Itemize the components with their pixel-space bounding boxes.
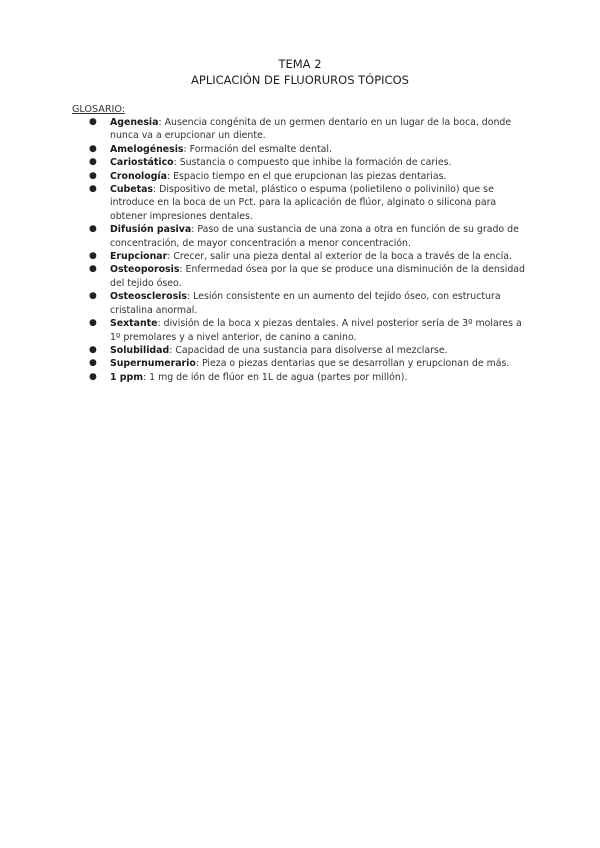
glossary-definition: : Crecer, salir una pieza dental al exterior de la boca a través de la encía. (167, 251, 512, 263)
glossary-item (72, 143, 532, 156)
glossary-section (72, 103, 532, 384)
bullet-icon: ● (89, 251, 97, 262)
glossary-term: Agenesia (110, 117, 159, 128)
glossary-term: Erupcionar (110, 251, 168, 263)
bullet-icon: ● (89, 117, 97, 127)
glossary-term: Supernumerario (110, 358, 196, 370)
glossary-term: Sextante (110, 318, 158, 330)
bullet-icon: ● (89, 170, 97, 181)
glossary-term: 1 ppm (110, 371, 143, 383)
glossary-definition: : Ausencia congénita de un germen dentario en un lugar de la boca, donde nunca va a erupcionar un diente. (110, 117, 512, 142)
bullet-icon: ● (89, 224, 97, 235)
glossary-item (72, 357, 532, 370)
glossary-term: Solubilidad (110, 344, 170, 356)
bullet-icon: ● (89, 157, 97, 168)
glossary-definition: : 1 mg de ión de flúor en 1L de agua (partes por millón). (142, 371, 408, 383)
glossary-definition: : Enfermedad ósea por la que se produce una disminución de la densidad del tejido óseo. (110, 264, 525, 289)
glossary-definition: : Lesión consistente en un aumento del tejido óseo, con estructura cristalina anormal. (110, 291, 501, 316)
glossary-definition: : Espacio tiempo en el que erupcionan las piezas dentarias. (166, 170, 447, 182)
glossary-term: Cariostático (110, 157, 174, 169)
glossary-item (72, 250, 532, 263)
glossary-heading: GLOSARIO: (72, 104, 125, 115)
glossary-list (72, 116, 532, 384)
glossary-definition: : Sustancia o compuesto que inhibe la formación de caries. (173, 157, 452, 169)
page-title: TEMA 2 (278, 57, 322, 71)
glossary-item (72, 344, 532, 357)
glossary-term: Cronología (110, 170, 167, 182)
glossary-term: Osteosclerosis (110, 291, 187, 303)
glossary-item (72, 183, 532, 223)
glossary-term: Difusión pasiva (110, 224, 192, 236)
bullet-icon: ● (89, 264, 97, 275)
glossary-definition: : Formación del esmalte dental. (183, 143, 332, 155)
bullet-icon: ● (89, 143, 97, 154)
glossary-item (72, 223, 532, 250)
glossary-definition: : Capacidad de una sustancia para disolverse al mezclarse. (169, 344, 448, 356)
glossary-item (72, 263, 532, 290)
glossary-definition: : Pieza o piezas dentarias que se desarrollan y erupcionan de más. (195, 358, 510, 370)
glossary-item (72, 156, 532, 169)
glossary-item (72, 317, 532, 344)
glossary-definition: : Paso de una sustancia de una zona a otra en función de su grado de concentración, de mayor concentración a menor concentración. (110, 224, 519, 249)
glossary-definition: : división de la boca x piezas dentales. A nivel posterior sería de 3º molares a 1º premolares y a nivel anterior, de canino a canino. (110, 318, 522, 343)
glossary-item (72, 116, 532, 143)
glossary-item (72, 371, 532, 384)
bullet-icon: ● (89, 344, 97, 355)
document-header (0, 56, 600, 88)
glossary-definition: : Dispositivo de metal, plástico o espuma (polietileno o polivinilo) que se introduce en la boca de un Pct. para la aplicación de flúor, alginato o silicona para obtener impresiones dentales. (110, 184, 497, 222)
glossary-term: Osteoporosis (110, 264, 180, 276)
glossary-item (72, 170, 532, 183)
bullet-icon: ● (89, 184, 97, 195)
page-subtitle: APLICACIÓN DE FLUORUROS TÓPICOS (191, 73, 409, 87)
glossary-term: Cubetas (110, 184, 154, 196)
bullet-icon: ● (89, 358, 97, 369)
glossary-item (72, 290, 532, 317)
bullet-icon: ● (89, 371, 97, 382)
glossary-term: Amelogénesis (110, 143, 184, 155)
bullet-icon: ● (89, 318, 97, 329)
bullet-icon: ● (89, 291, 97, 302)
